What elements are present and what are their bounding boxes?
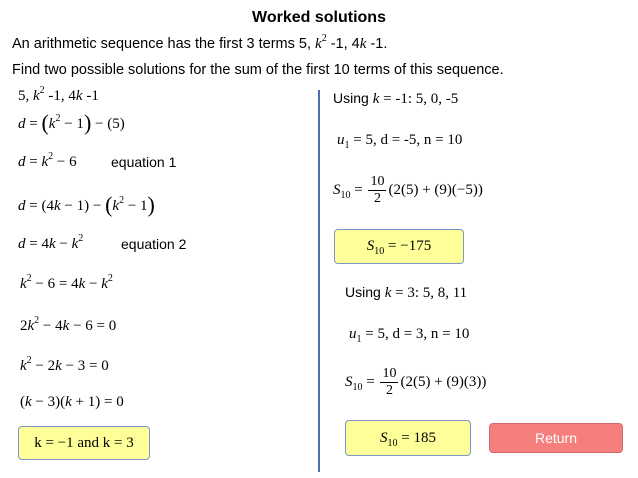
k-solutions: k = −1 and k = 3 (34, 434, 134, 451)
case-1-sum-formula: $S_{10}$ = $\frac{10}{2}$ (2(5) + (9)(−5)) (333, 174, 483, 206)
sequence-terms: 5, $k^2$ -1, 4k -1 (18, 85, 99, 104)
case-1-parameters: $u_1 = 5$, d = -5, n = 10 (337, 132, 463, 151)
equate-equations: $k^2 - 6 = 4k - k^2$ (20, 273, 113, 292)
case-2-parameters: $u_1 = 5$, d = 3, n = 10 (349, 326, 470, 345)
case-2-result: $S_{10} = 185$ (380, 429, 436, 449)
problem-line-1-mid: -1, 4 (326, 36, 360, 52)
difference-expression-1: $d = (k^2 - 1) - (5)$ (18, 110, 125, 135)
quadratic-factorised: (k − 3)(k + 1) = 0 (20, 394, 124, 410)
case-1-fraction: $\frac{10}{2}$ (370, 174, 385, 206)
quadratic-simplified: $k^2 - 2k - 3 = 0$ (20, 355, 109, 374)
equation-1-label: equation 1 (111, 154, 177, 170)
k-solutions-box (18, 426, 150, 460)
case-1-result-box (334, 229, 464, 264)
equation-2: $d = 4k - k^2$ (18, 233, 84, 252)
column-divider (318, 90, 320, 472)
case-2-sum-formula: $S_{10}$ = $\frac{10}{2}$ (2(5) + (9)(3)) (345, 366, 487, 398)
case-2-result-box (345, 420, 471, 456)
page-title: Worked solutions (252, 9, 386, 26)
quadratic-expanded: $2k^2 - 4k - 6 = 0$ (20, 315, 117, 334)
difference-expression-2: $d = (4k - 1) - (k^2 - 1)$ (18, 192, 155, 217)
equation-2-label: equation 2 (121, 236, 187, 252)
return-button[interactable]: Return (489, 423, 623, 453)
problem-line-2: Find two possible solutions for the sum of the first 10 terms of this sequence. (12, 62, 504, 78)
case-2-heading: Using k = 3: 5, 8, 11 (345, 284, 468, 301)
case-2-fraction: $\frac{10}{2}$ (382, 366, 397, 398)
problem-line-1: An arithmetic sequence has the first 3 terms 5, $k^2$ -1, 4k -1. (12, 33, 388, 52)
problem-line-1-end: -1. (366, 36, 388, 52)
equation-1: $d = k^2 - 6$ (18, 151, 77, 170)
problem-line-1-prefix: An arithmetic sequence has the first 3 terms 5, (12, 36, 316, 52)
case-1-heading: Using k = -1: 5, 0, -5 (333, 90, 459, 107)
case-1-result: $S_{10} = -175$ (366, 238, 432, 257)
